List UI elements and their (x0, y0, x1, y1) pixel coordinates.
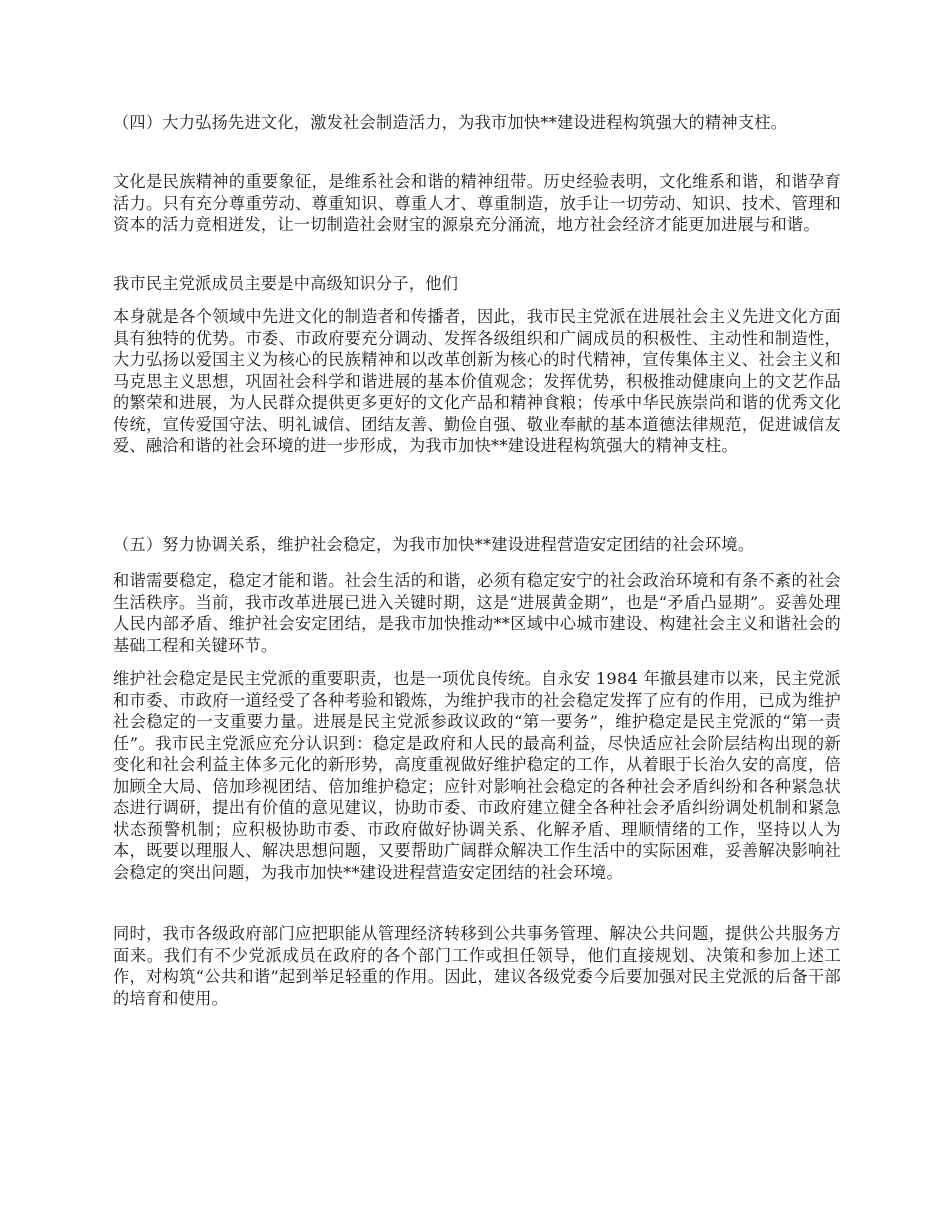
section-five-heading: （五）努力协调关系，维护社会稳定，为我市加快**建设进程营造安定团结的社会环境。 (113, 535, 755, 554)
section-four-heading: （四）大力弘扬先进文化，激发社会制造活力，为我市加快**建设进程构筑强大的精神支柱。 (113, 113, 788, 132)
paragraph-members: 我市民主党派成员主要是中高级知识分子，他们 (113, 274, 459, 293)
paragraph-maintain-stability: 维护社会稳定是民主党派的重要职责，也是一项优良传统。自永安 1984 年撤县建市以来，民主党派和市委、市政府一道经受了各种考验和锻炼，为维护我市的社会稳定发挥了应有的作用，已成为维护社会稳定的一支重要力量。进展是民主党派参政议政的“第一要务”，维护稳定是民主党派的“第一责任”。我市民主党派应充分认识到：稳定是政府和人民的最高利益，尽快适应社会阶层结构出现的新变化和社会利益主体多元化的新形势，高度重视做好维护稳定的工作，从着眼于长治久安的高度，倍加顾全大局、倍加珍视团结、倍加维护稳定；应针对影响社会稳定的各种社会矛盾纠纷和各种紧急状态进行调研，提出有价值的意见建议，协助市委、市政府建立健全各种社会矛盾纠纷调处机制和紧急状态预警机制；应积极协助市委、市政府做好协调关系、化解矛盾、理顺情绪的工作，坚持以人为本，既要以理服人、解决思想问题，又要帮助广阔群众解决工作生活中的实际困难，妥善解决影响社会稳定的突出问题，为我市加快**建设进程营造安定团结的社会环境。 (113, 669, 841, 882)
paragraph-public-services: 同时，我市各级政府部门应把职能从管理经济转移到公共事务管理、解决公共问题，提供公共服务方面来。我们有不少党派成员在政府的各个部门工作或担任领导，他们直接规划、决策和参加上述工作，对构筑“公共和谐”起到举足轻重的作用。因此，建议各级党委今后要加强对民主党派的后备干部的培育和使用。 (113, 924, 841, 1008)
paragraph-stability: 和谐需要稳定，稳定才能和谐。社会生活的和谐，必须有稳定安宁的社会政治环境和有条不紊的社会生活秩序。当前，我市改革进展已进入关键时期，这是“进展黄金期”，也是“矛盾凸显期”。妥善处理人民内部矛盾、维护社会安定团结，是我市加快推动**区域中心城市建设、构建社会主义和谐社会的基础工程和关键环节。 (113, 571, 841, 655)
paragraph-culture: 文化是民族精神的重要象征，是维系社会和谐的精神纽带。历史经验表明，文化维系和谐，和谐孕育活力。只有充分尊重劳动、尊重知识、尊重人才、尊重制造，放手让一切劳动、知识、技术、管理和资本的活力竞相迸发，让一切制造社会财宝的源泉充分涌流，地方社会经济才能更加进展与和谐。 (113, 172, 841, 234)
paragraph-advanced-culture: 本身就是各个领域中先进文化的制造者和传播者，因此，我市民主党派在进展社会主义先进文化方面具有独特的优势。市委、市政府要充分调动、发挥各级组织和广阔成员的积极性、主动性和制造性，大力弘扬以爱国主义为核心的民族精神和以改革创新为核心的时代精神，宣传集体主义、社会主义和马克思主义思想，巩固社会科学和谐进展的基本价值观念；发挥优势，积极推动健康向上的文艺作品的繁荣和进展，为人民群众提供更多更好的文化产品和精神食粮；传承中华民族崇尚和谐的优秀文化传统，宣传爱国守法、明礼诚信、团结友善、勤俭自强、敬业奉献的基本道德法律规范，促进诚信友爱、融洽和谐的社会环境的进一步形成，为我市加快**建设进程构筑强大的精神支柱。 (113, 307, 841, 455)
